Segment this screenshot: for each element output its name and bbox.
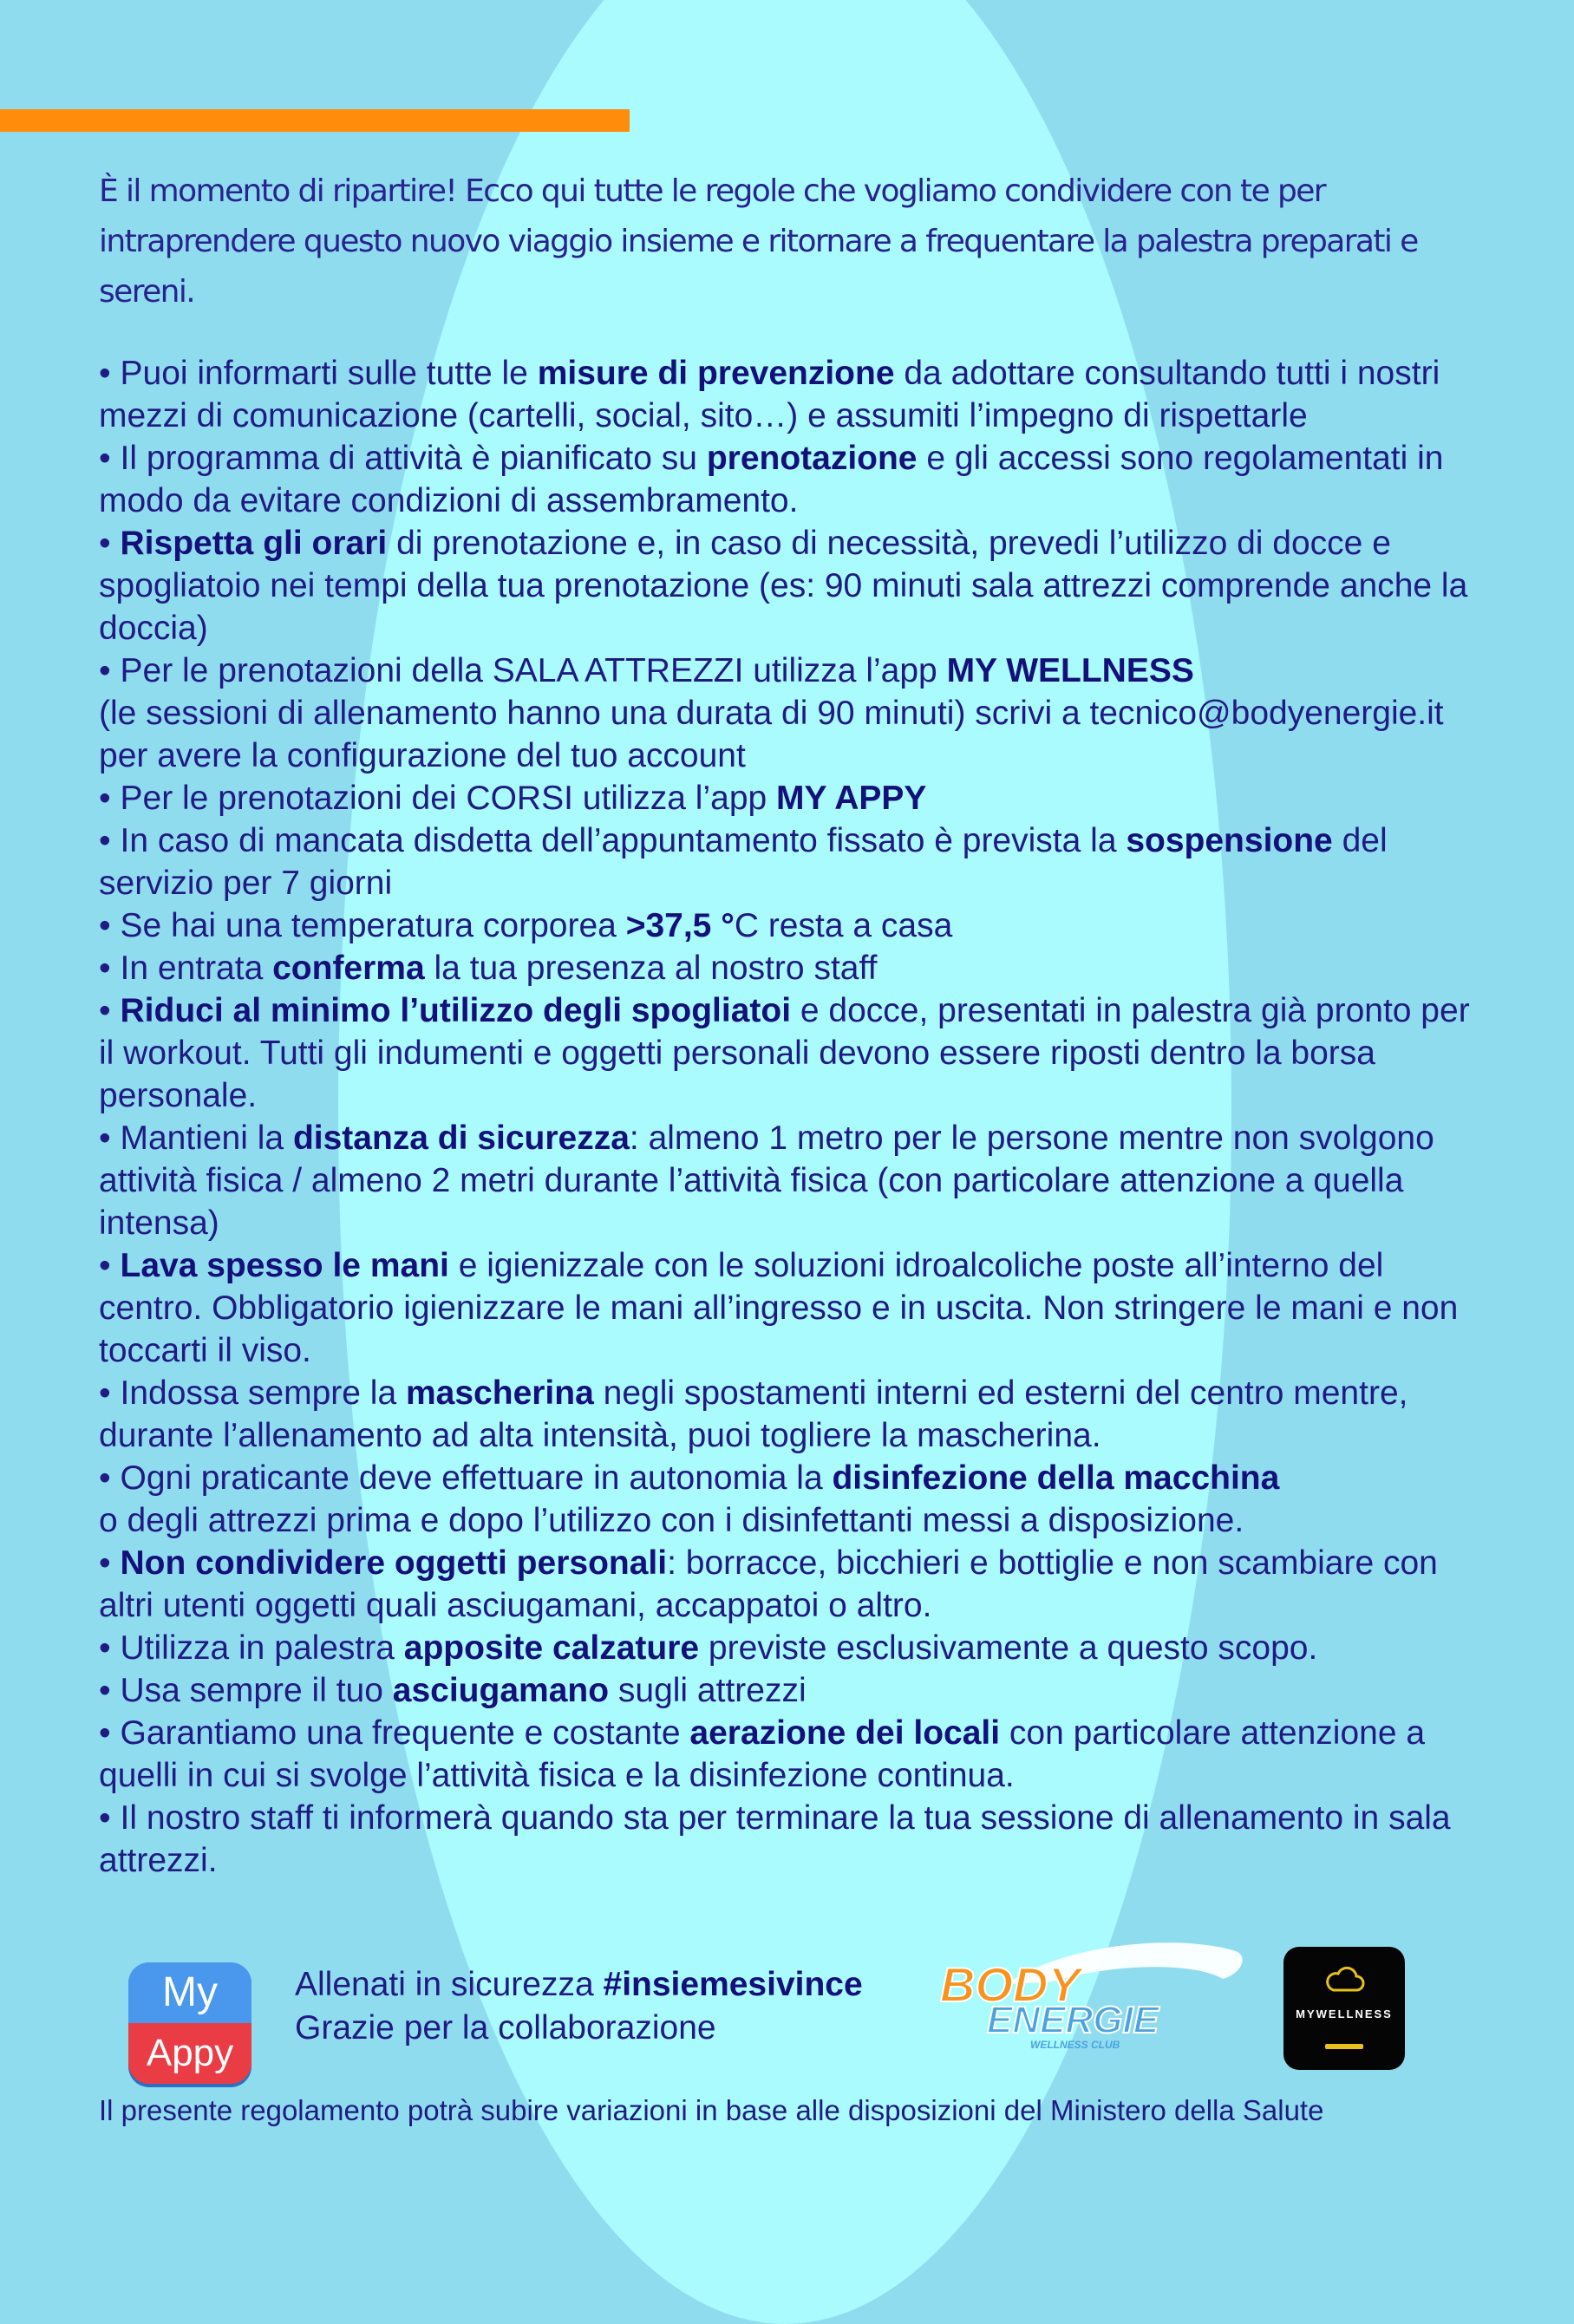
body-energie-logo bbox=[937, 1939, 1249, 2053]
rule-emphasis: aerazione dei locali bbox=[689, 1714, 1001, 1752]
rule-item bbox=[99, 1542, 1486, 1627]
rule-text: del servizio per 7 giorni bbox=[99, 822, 1388, 902]
footer-line-1-prefix: Allenati in sicurezza bbox=[295, 1966, 604, 2003]
rule-item bbox=[99, 352, 1486, 437]
rule-text: • Ogni praticante deve effettuare in autonomia la bbox=[99, 1459, 833, 1497]
rule-emphasis: distanza di sicurezza bbox=[292, 1120, 630, 1157]
rules-list bbox=[99, 352, 1486, 1882]
rule-text: o degli attrezzi prima e dopo l’utilizzo con i disinfettanti messi a disposizione. bbox=[99, 1502, 1244, 1539]
rule-text: • bbox=[99, 1544, 121, 1582]
myappy-logo bbox=[128, 1962, 251, 2084]
rule-text: • Puoi informarti sulle tutte le bbox=[99, 355, 538, 392]
rule-emphasis: disinfezione della macchina bbox=[832, 1459, 1280, 1497]
rule-text: • Mantieni la bbox=[99, 1120, 293, 1157]
hashtag: #insiemesivince bbox=[603, 1966, 863, 2003]
rule-emphasis: Lava spesso le mani bbox=[120, 1247, 449, 1284]
rule-item bbox=[99, 1244, 1486, 1372]
footer-line-2: Grazie per la collaborazione bbox=[295, 2009, 716, 2047]
accent-bar bbox=[0, 109, 630, 132]
myappy-logo-top: My bbox=[128, 1962, 251, 2023]
mywellness-logo-text: MYWELLNESS bbox=[1296, 2007, 1393, 2020]
rule-text: • In caso di mancata disdetta dell’appuntamento fissato è prevista la bbox=[99, 822, 1127, 859]
rule-emphasis: Non condividere oggetti personali bbox=[120, 1544, 668, 1582]
rule-text: : almeno 1 metro per le persone mentre non svolgono attività fisica / almeno 2 metri durante l’attività fisica (con particolare attenzione a quella intensa) bbox=[99, 1120, 1434, 1242]
rule-text: di prenotazione e, in caso di necessità, prevedi l’utilizzo di docce e spogliatoio nei tempi della tua prenotazione (es: 90 minuti sala attrezzi comprende anche la doccia) bbox=[99, 525, 1468, 647]
rule-text: la tua presenza al nostro staff bbox=[424, 950, 878, 987]
intro-text: È il momento di ripartire! Ecco qui tutte le regole che vogliamo condividere con te per intraprendere questo nuovo viaggio insieme e ritornare a frequentare la palestra preparati e sereni. bbox=[99, 173, 1418, 310]
rule-text: con particolare attenzione a quelli in cui si svolge l’attività fisica e la disinfezione continua. bbox=[99, 1714, 1426, 1794]
rule-emphasis: Riduci al minimo l’utilizzo degli spogliatoi bbox=[120, 992, 792, 1029]
rule-text: sugli attrezzi bbox=[609, 1672, 807, 1709]
rule-item bbox=[99, 1797, 1486, 1882]
rule-item bbox=[99, 989, 1486, 1117]
rule-text: • In entrata bbox=[99, 950, 273, 987]
rule-item bbox=[99, 904, 1486, 947]
body-energie-line2: ENERGIE bbox=[987, 1999, 1159, 2041]
rule-item bbox=[99, 1457, 1486, 1542]
myappy-logo-bottom: Appy bbox=[128, 2023, 251, 2084]
rule-text: • bbox=[99, 525, 121, 562]
rule-emphasis: misure di prevenzione bbox=[537, 355, 895, 392]
rule-text: • bbox=[99, 992, 121, 1029]
rule-text: C resta a casa bbox=[734, 907, 953, 944]
rule-text: e gli accessi sono regolamentati in modo da evitare condizioni di assembramento. bbox=[99, 440, 1444, 519]
rule-emphasis: sospensione bbox=[1126, 822, 1333, 859]
rule-text: • Indossa sempre la bbox=[99, 1374, 406, 1412]
rule-text: • Garantiamo una frequente e costante bbox=[99, 1714, 690, 1752]
rule-text: e docce, presentati in palestra già pronto per il workout. Tutti gli indumenti e oggetti personali devono essere riposti dentro la borsa personale. bbox=[99, 992, 1470, 1114]
rule-text: • Utilizza in palestra bbox=[99, 1629, 404, 1667]
rule-emphasis: apposite calzature bbox=[403, 1629, 700, 1667]
rule-item bbox=[99, 947, 1486, 989]
rule-item bbox=[99, 437, 1486, 522]
rule-text: previste esclusivamente a questo scopo. bbox=[699, 1629, 1318, 1667]
rule-item bbox=[99, 1117, 1486, 1244]
rule-emphasis: prenotazione bbox=[706, 440, 918, 477]
rule-item bbox=[99, 777, 1486, 819]
rule-text: • Il nostro staff ti informerà quando sta per terminare la tua sessione di allenamento in sala attrezzi. bbox=[99, 1799, 1451, 1879]
rule-item bbox=[99, 1712, 1486, 1797]
rule-text: • Per le prenotazioni dei CORSI utilizza l’app bbox=[99, 780, 777, 817]
rule-emphasis: MY WELLNESS bbox=[946, 652, 1194, 689]
rule-text: • Se hai una temperatura corporea bbox=[99, 907, 626, 944]
body-energie-sub: WELLNESS CLUB bbox=[1030, 2039, 1120, 2051]
mywellness-logo bbox=[1283, 1947, 1405, 2070]
rule-text: • Per le prenotazioni della SALA ATTREZZI utilizza l’app bbox=[99, 652, 947, 689]
rule-text: da adottare consultando tutti i nostri mezzi di comunicazione (cartelli, social, sito…) e assumiti l’impegno di rispettarle bbox=[99, 355, 1440, 434]
footer-line-1 bbox=[295, 1963, 863, 2007]
rule-text: • bbox=[99, 1247, 121, 1284]
rule-emphasis: Rispetta gli orari bbox=[120, 525, 388, 562]
cloud-icon bbox=[1323, 1966, 1365, 1994]
rule-item bbox=[99, 1669, 1486, 1712]
rule-text: : borracce, bicchieri e bottiglie e non scambiare con altri utenti oggetti quali asciugamani, accappatoi o altro. bbox=[99, 1544, 1438, 1624]
mywellness-logo-mark bbox=[1325, 2044, 1363, 2049]
rule-text: • Il programma di attività è pianificato su bbox=[99, 440, 707, 477]
rule-emphasis: asciugamano bbox=[392, 1672, 610, 1709]
rule-text: (le sessioni di allenamento hanno una durata di 90 minuti) scrivi a tecnico@bodyenergie.it per avere la configurazione del tuo account bbox=[99, 695, 1444, 774]
rule-emphasis: conferma bbox=[272, 950, 425, 987]
footer-message bbox=[295, 1963, 863, 2050]
rule-item bbox=[99, 819, 1486, 904]
rule-emphasis: mascherina bbox=[406, 1374, 594, 1412]
rule-item bbox=[99, 522, 1486, 650]
rule-text: e igienizzale con le soluzioni idroalcoliche poste all’interno del centro. Obbligatorio igienizzare le mani all’ingresso e in uscita. Non stringere le mani e non toccarti il viso. bbox=[99, 1247, 1459, 1369]
disclaimer: Il presente regolamento potrà subire variazioni in base alle disposizioni del Ministero della Salute bbox=[99, 2094, 1324, 2126]
rule-emphasis: MY APPY bbox=[776, 780, 927, 817]
rule-item bbox=[99, 1372, 1486, 1457]
rule-item bbox=[99, 1627, 1486, 1669]
rule-text: • Usa sempre il tuo bbox=[99, 1672, 393, 1709]
rule-text: negli spostamenti interni ed esterni del centro mentre, durante l’allenamento ad alta intensità, puoi togliere la mascherina. bbox=[99, 1374, 1408, 1454]
rule-emphasis: >37,5 ° bbox=[625, 907, 735, 944]
body-energie-line1: BODY bbox=[940, 1957, 1081, 2012]
rule-item bbox=[99, 650, 1486, 777]
